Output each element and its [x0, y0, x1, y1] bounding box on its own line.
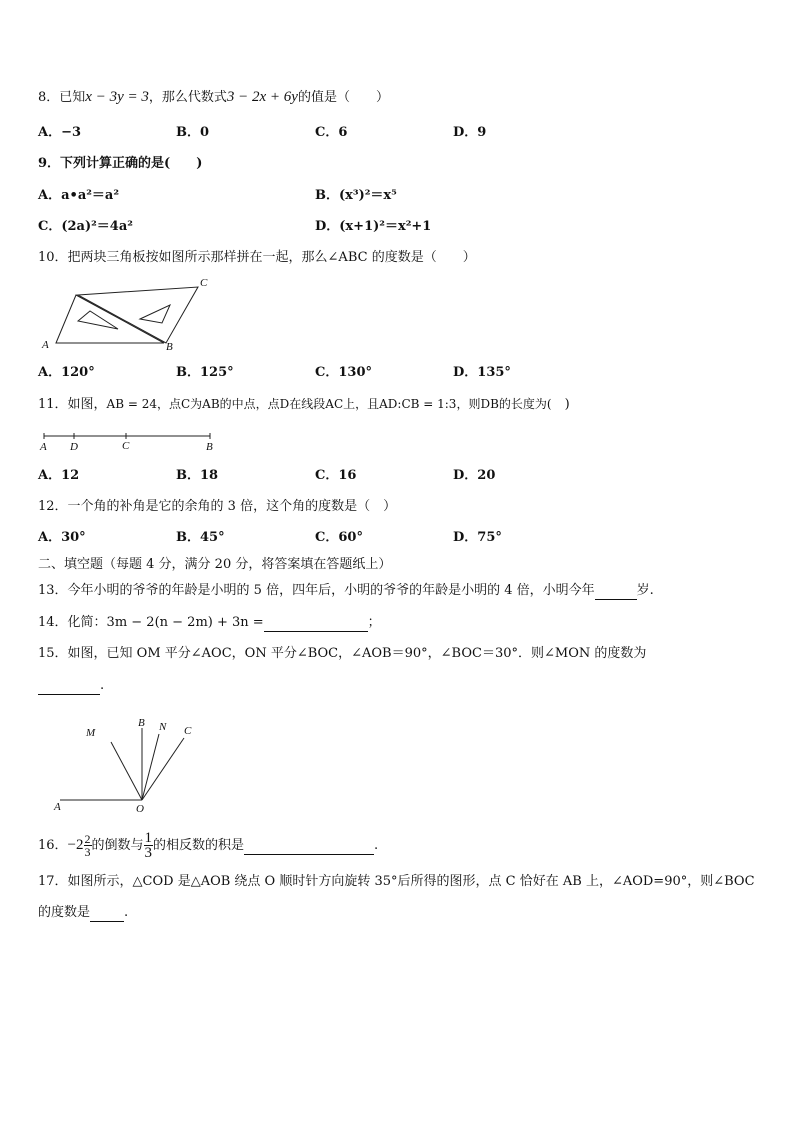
q14-tail: ；: [367, 615, 381, 630]
q11-label-c: C: [122, 440, 130, 452]
q16-fraction-2-denominator: 3: [144, 845, 153, 861]
q15-ray-om: [111, 742, 142, 800]
q10-triangle-right-inner: [140, 305, 170, 323]
q11-option-c: C．16: [315, 468, 357, 483]
q15-ray-on: [142, 734, 159, 800]
q16-number: 16．: [38, 838, 68, 853]
q12-option-d: D．75°: [453, 530, 502, 545]
q10-label-c: C: [200, 277, 208, 289]
question-8: [38, 88, 389, 107]
question-14: [38, 614, 381, 632]
q10-option-b: B．125°: [176, 365, 234, 380]
question-17-line-2: [38, 904, 128, 922]
q12-option-b: B．45°: [176, 530, 225, 545]
question-13: [38, 582, 654, 600]
q8-number: 8．: [38, 90, 60, 105]
q8-post: 的值是（ ）: [297, 90, 389, 105]
question-15: 15．如图，已知 OM 平分∠AOC，ON 平分∠BOC，∠AOB＝90°，∠BOC＝30°．则∠MON 的度数为: [38, 646, 647, 661]
section-2-title: 二、填空题（每题 4 分，满分 20 分，将答案填在答题纸上）: [38, 557, 392, 572]
question-12: 12．一个角的补角是它的余角的 3 倍，这个角的度数是（ ）: [38, 499, 397, 514]
q10-option-a: A．120°: [38, 365, 95, 380]
q8-option-b: B．0: [176, 125, 210, 140]
q17-tail: .: [124, 905, 129, 920]
question-16: [38, 830, 378, 861]
q15-answer-blank: [38, 680, 100, 695]
question-11: [38, 395, 570, 414]
q10-option-c: C．130°: [315, 365, 372, 380]
question-9: 9．下列计算正确的是( ): [38, 156, 203, 171]
question-10: 10．把两块三角板按如图所示那样拼在一起，那么∠ABC 的度数是（ ）: [38, 250, 476, 265]
q16-fraction-2: [144, 831, 154, 860]
q10-triangle-left: [56, 295, 164, 343]
q11-body: AB = 24，点C为AB的中点，点D在线段AC上，且AD:CB = 1:3，则DB的长度为(: [106, 397, 552, 411]
q15-label-a: A: [54, 801, 61, 813]
q11-option-d: D．20: [453, 468, 496, 483]
q15-answer-line: [38, 677, 104, 695]
q10-triangles-figure: [38, 275, 218, 355]
q8-option-a: A．−3: [38, 125, 82, 140]
q9-option-b: B．(x³)²＝x⁵: [315, 188, 397, 203]
q9-option-c: C．(2a)²＝4a²: [38, 219, 133, 234]
q11-pre: 11．如图，: [38, 397, 107, 412]
q16-fraction-1-numerator: 2: [84, 832, 91, 846]
q8-condition: x − 3y = 3: [85, 89, 149, 105]
q16-post: 的相反数的积是: [153, 838, 245, 853]
q16-sign: −2: [67, 837, 84, 853]
q16-tail: .: [374, 838, 379, 853]
q11-segment-figure: [38, 428, 223, 456]
q9-option-d: D．(x+1)²＝x²+1: [315, 219, 432, 234]
q12-option-a: A．30°: [38, 530, 86, 545]
q10-label-b: B: [166, 341, 173, 353]
q8-pre: 已知: [59, 90, 86, 105]
q16-answer-blank: [244, 836, 374, 855]
q14-text: 14．化简：3m − 2(n − 2m) + 3n =: [38, 615, 264, 630]
q10-label-a: A: [42, 339, 49, 351]
q8-mid: ，那么代数式: [148, 90, 227, 105]
q17-answer-blank: [90, 907, 124, 922]
q15-label-o: O: [136, 803, 144, 815]
q11-post: ): [551, 397, 570, 412]
q8-option-c: C．6: [315, 125, 348, 140]
q10-option-d: D．135°: [453, 365, 511, 380]
q13-tail: 岁.: [636, 583, 654, 598]
q16-fraction-1-denominator: 3: [84, 845, 91, 859]
q16-mid: 的倒数与: [91, 838, 144, 853]
q13-text: 13．今年小明的爷爷的年龄是小明的 5 倍，四年后，小明的爷爷的年龄是小明的 4 倍，小明今年: [38, 583, 595, 598]
q8-expression: 3 − 2x + 6y: [226, 89, 298, 105]
q15-label-n: N: [159, 721, 167, 733]
q15-ray-oc: [142, 738, 184, 800]
q11-label-a: A: [40, 441, 47, 453]
q11-option-b: B．18: [176, 468, 219, 483]
q9-option-a: A．a•a²＝a²: [38, 188, 120, 203]
q15-angles-figure: [50, 712, 210, 816]
q11-label-d: D: [70, 441, 78, 453]
question-17-line-1: 17．如图所示，△COD 是△AOB 绕点 O 顺时针方向旋转 35°后所得的图形，点 C 恰好在 AB 上，∠AOD=90°，则∠BOC: [38, 874, 755, 889]
q11-option-a: A．12: [38, 468, 80, 483]
q15-label-b: B: [138, 717, 145, 729]
q14-answer-blank: [264, 617, 368, 632]
q15-label-c: C: [184, 725, 192, 737]
q11-label-b: B: [206, 441, 213, 453]
q15-label-m: M: [86, 727, 96, 739]
q16-fraction-1: [84, 833, 92, 858]
q8-option-d: D．9: [453, 125, 487, 140]
q12-option-c: C．60°: [315, 530, 363, 545]
q13-answer-blank: [595, 585, 637, 600]
q16-fraction-2-numerator: 1: [144, 830, 153, 846]
q15-tail: .: [100, 678, 105, 693]
q17-line2-text: 的度数是: [38, 905, 91, 920]
